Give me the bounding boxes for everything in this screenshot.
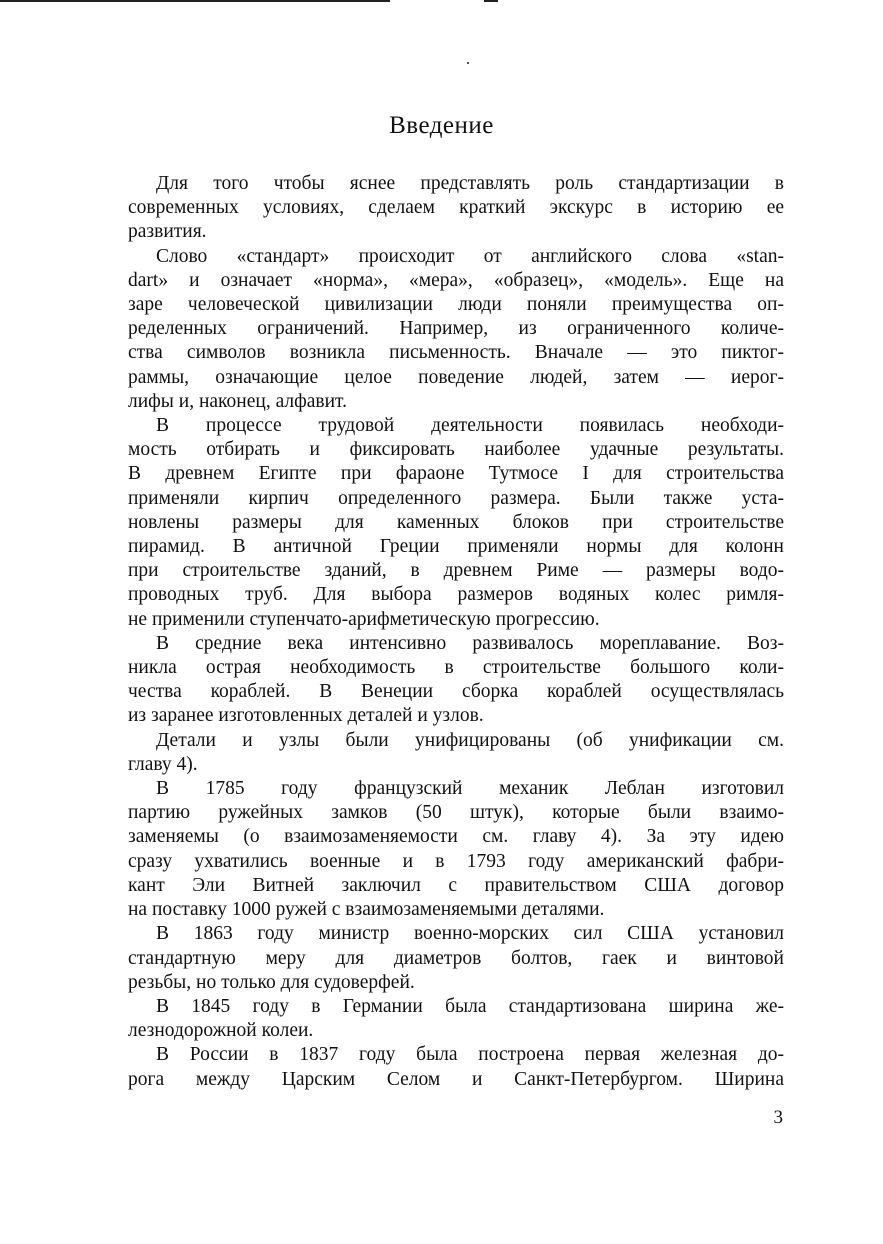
page-title: Введение (389, 112, 494, 139)
paragraph (128, 632, 784, 729)
text-line: В древнем Египте при фараоне Тутмосе I для строительства (128, 463, 784, 485)
text-line: из заранее изготовленных деталей и узлов. (128, 705, 484, 727)
text-line: современных условиях, сделаем краткий экскурс в историю ее (128, 197, 784, 219)
text-line: при строительстве зданий, в древнем Риме — размеры водо- (128, 560, 784, 582)
text-line: dart» и означает «норма», «мера», «образец», «модель». Еще на (128, 269, 784, 291)
text-line: Слово «стандарт» происходит от английского слова «stan- (156, 245, 784, 267)
scan-edge-mark (484, 0, 498, 2)
page-number: 3 (773, 1107, 783, 1128)
text-line: мость отбирать и фиксировать наиболее удачные результаты. (128, 439, 784, 461)
text-line: раммы, означающие целое поведение людей, затем — иерог- (128, 366, 784, 388)
text-line: не применили ступенчато-арифметическую прогрессию. (128, 608, 600, 630)
paragraph (128, 729, 784, 777)
text-line: Для того чтобы яснее представлять роль стандартизации в (156, 173, 784, 194)
text-line: резьбы, но только для судоверфей. (128, 971, 415, 993)
scan-edge-mark (0, 0, 390, 2)
paragraph (128, 245, 784, 414)
text-line: Детали и узлы были унифицированы (об унификации см. (156, 729, 784, 751)
paragraph (128, 995, 784, 1043)
text-line: рога между Царским Селом и Санкт-Петербургом. Ширина (128, 1068, 784, 1090)
text-line: В процессе трудовой деятельности появилась необходи- (156, 415, 784, 437)
text-line: В России в 1837 году была построена первая железная до- (156, 1044, 784, 1066)
text-line: лифы и, наконец, алфавит. (128, 390, 347, 412)
text-line: заре человеческой цивилизации люди поняли преимущества оп- (128, 294, 784, 316)
text-line: развития. (128, 221, 207, 243)
text-line: лезнодорожной колеи. (128, 1020, 314, 1042)
text-line: сразу ухватились военные и в 1793 году американский фабри- (128, 850, 784, 872)
text-line: ределенных ограничений. Например, из ограниченного количе- (128, 318, 784, 340)
text-line: В 1845 году в Германии была стандартизована ширина же- (156, 995, 784, 1017)
text-line: В 1863 году министр военно-морских сил США установил (156, 923, 784, 945)
paragraph (128, 922, 784, 995)
paragraph (128, 172, 784, 245)
text-line: В средние века интенсивно развивалось мореплавание. Воз- (156, 632, 784, 654)
text-line: чества кораблей. В Венеции сборка кораблей осуществлялась (128, 681, 784, 703)
text-line: на поставку 1000 ружей с взаимозаменяемыми деталями. (128, 899, 605, 921)
text-line: проводных труб. Для выбора размеров водяных колес римля- (128, 584, 784, 606)
text-line: заменяемы (о взаимозаменяемости см. главу 4). За эту идею (128, 826, 784, 848)
body-text (128, 172, 784, 1092)
text-line: ства символов возникла письменность. Вначале — это пиктог- (128, 342, 784, 364)
text-line: главу 4). (128, 753, 198, 775)
text-line: В 1785 году французский механик Леблан изготовил (156, 778, 784, 800)
text-line: применяли кирпич определенного размера. Были также уста- (128, 487, 784, 509)
text-line: пирамид. В античной Греции применяли нормы для колонн (128, 536, 784, 558)
text-line: кант Эли Витней заключил с правительством США договор (128, 874, 784, 896)
text-line: стандартную меру для диаметров болтов, гаек и винтовой (128, 947, 784, 969)
text-line: партию ружейных замков (50 штук), которые были взаимо- (128, 802, 784, 824)
paragraph (128, 414, 784, 632)
text-line: никла острая необходимость в строительстве большого коли- (128, 657, 784, 679)
text-line: новлены размеры для каменных блоков при строительстве (128, 511, 784, 533)
paragraph (128, 1043, 784, 1091)
scan-speck (467, 62, 469, 64)
paragraph (128, 777, 784, 922)
